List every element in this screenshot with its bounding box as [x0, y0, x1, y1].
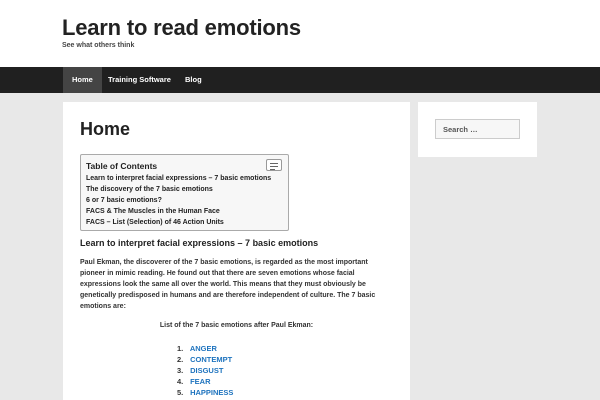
sidebar: [418, 102, 537, 157]
list-icon-line: [270, 169, 275, 170]
toc-link[interactable]: FACS – List (Selection) of 46 Action Units: [86, 219, 224, 226]
intro-paragraph: Paul Ekman, the discoverer of the 7 basic emotions, is regarded as the most important pioneer in mimic reading. He found out that there are seven emotions whose facial expressions look the same all over the world. This means that they must obviously be genetically predisposed in humans and are therefore independent of culture. The 7 basic emotions are:: [80, 259, 376, 310]
toc-link[interactable]: FACS & The Muscles in the Human Face: [86, 208, 220, 215]
list-item: [177, 387, 233, 398]
emotion-link-disgust[interactable]: DISGUST: [190, 366, 224, 375]
list-icon-line: [270, 166, 278, 167]
emotion-link-contempt[interactable]: CONTEMPT: [190, 355, 233, 364]
search-input[interactable]: [435, 119, 520, 139]
content-area: [63, 102, 410, 400]
list-item: [177, 365, 233, 376]
section-heading: Learn to interpret facial expressions – 7 basic emotions: [80, 238, 319, 248]
list-item: [177, 376, 233, 387]
emotion-link-happiness[interactable]: HAPPINESS: [190, 388, 234, 397]
site-tagline: See what others think: [62, 42, 135, 49]
main-navigation: [0, 67, 600, 93]
emotions-list: [177, 343, 233, 398]
page-title: Home: [80, 119, 131, 139]
toc-title: Table of Contents: [86, 161, 158, 171]
toc-link[interactable]: Learn to interpret facial expressions – 7 basic emotions: [86, 175, 272, 182]
site-title[interactable]: Learn to read emotions: [62, 15, 301, 40]
list-number: 4.: [177, 377, 184, 386]
list-number: 2.: [177, 355, 184, 364]
emotion-link-anger[interactable]: ANGER: [189, 344, 217, 353]
table-of-contents: [80, 154, 289, 231]
list-item: [177, 354, 233, 365]
list-caption: List of the 7 basic emotions after Paul Ekman:: [159, 322, 314, 329]
toc-list: [86, 173, 271, 228]
nav-item-training-software[interactable]: Training Software: [108, 75, 171, 84]
toc-link[interactable]: The discovery of the 7 basic emotions: [86, 186, 213, 193]
nav-item-blog[interactable]: Blog: [185, 75, 202, 84]
list-item: [177, 343, 233, 354]
toc-toggle-button[interactable]: [266, 159, 282, 171]
list-number: 1.: [177, 344, 184, 353]
emotion-link-fear[interactable]: FEAR: [190, 377, 211, 386]
list-number: 5.: [177, 388, 184, 397]
site-header: [0, 0, 600, 67]
toc-link[interactable]: 6 or 7 basic emotions?: [86, 197, 162, 204]
list-number: 3.: [177, 366, 184, 375]
list-icon: [270, 163, 278, 164]
nav-item-home[interactable]: Home: [63, 67, 102, 93]
